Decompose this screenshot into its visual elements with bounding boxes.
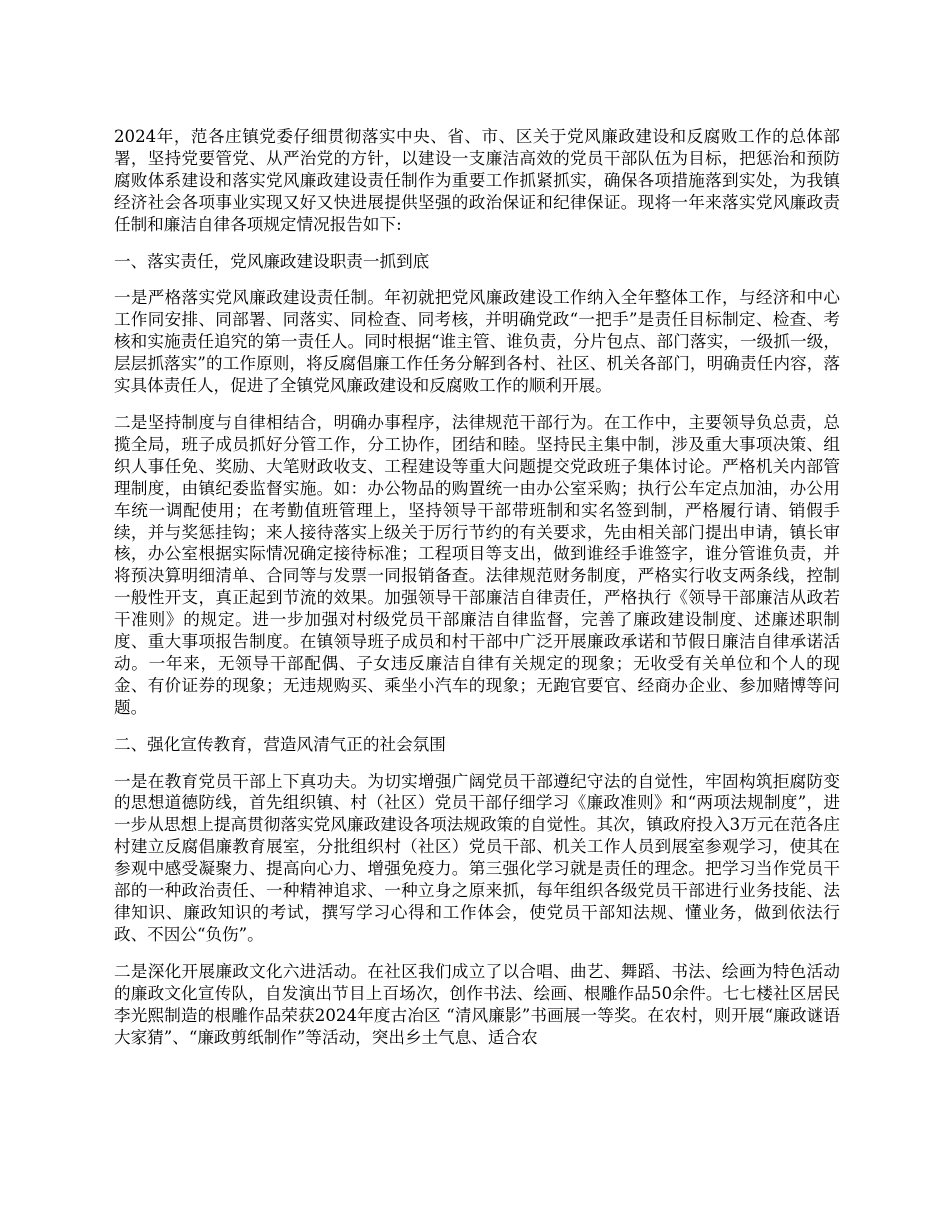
intro-paragraph: 2024年，范各庄镇党委仔细贯彻落实中央、省、市、区关于党风廉政建设和反腐败工作的总体部署，坚持党要管党、从严治党的方针，以建设一支廉洁高效的党员干部队伍为目标，把惩治和预防腐败体系建设和落实党风廉政建设责任制作为重要工作抓紧抓实，确保各项措施落到实处，为我镇经济社会各项事业实现又好又快进展提供坚强的政治保证和纪律保证。现将一年来落实党风廉政责任制和廉洁自律各项规定情况报告如下: bbox=[114, 127, 840, 234]
document-body bbox=[114, 126, 840, 1063]
body-paragraph: 二是深化开展廉政文化六进活动。在社区我们成立了以合唱、曲艺、舞蹈、书法、绘画为特色活动的廉政文化宣传队，自发演出节目上百场次，创作书法、绘画、根雕作品50余件。七七楼社区居民李光熙制造的根雕作品荣获2024年度古冶区 “清风廉影”书画展一等奖。在农村，则开展“廉政谜语大家猜”、“廉政剪纸制作”等活动，突出乡土气息、适合农 bbox=[114, 961, 840, 1047]
section-heading-1: 一、落实责任，党风廉政建设职责一抓到底 bbox=[114, 251, 430, 271]
body-paragraph: 一是严格落实党风廉政建设责任制。年初就把党风廉政建设工作纳入全年整体工作，与经济和中心工作同安排、同部署、同落实、同检查、同考核，并明确党政“一把手”是责任目标制定、检查、考核和实施责任追究的第一责任人。同时根据“谁主管、谁负责，分片包点、部门落实，一级抓一级，层层抓落实”的工作原则，将反腐倡廉工作任务分解到各村、社区、机关各部门，明确责任内容，落实具体责任人，促进了全镇党风廉政建设和反腐败工作的顺利开展。 bbox=[114, 288, 840, 396]
section-heading-2: 二、强化宣传教育，营造风清气正的社会氛围 bbox=[114, 734, 446, 754]
body-paragraph: 一是在教育党员干部上下真功夫。为切实增强广阔党员干部遵纪守法的自觉性，牢固构筑拒腐防变的思想道德防线，首先组织镇、村（社区）党员干部仔细学习《廉政准则》和“两项法规制度”，进一步从思想上提高贯彻落实党风廉政建设各项法规政策的自觉性。其次，镇政府投入3万元在范各庄村建立反腐倡廉教育展室，分批组织村（社区）党员干部、机关工作人员到展室参观学习，使其在参观中感受凝聚力、提高向心力、增强免疫力。第三强化学习就是责任的理念。把学习当作党员干部的一种政治责任、一种精神追求、一种立身之原来抓，每年组织各级党员干部进行业务技能、法律知识、廉政知识的考试，撰写学习心得和工作体会，使党员干部知法规、懂业务，做到依法行政、不因公“负伤”。 bbox=[114, 771, 840, 944]
body-paragraph: 二是坚持制度与自律相结合，明确办事程序，法律规范干部行为。在工作中，主要领导负总责，总揽全局，班子成员抓好分管工作，分工协作，团结和睦。坚持民主集中制，涉及重大事项决策、组织人事任免、奖励、大笔财政收支、工程建设等重大问题提交党政班子集体讨论。严格机关内部管理制度，由镇纪委监督实施。如：办公物品的购置统一由办公室采购；执行公车定点加油，办公用车统一调配使用；在考勤值班管理上，坚持领导干部带班制和实名签到制，严格履行请、销假手续，并与奖惩挂钩；来人接待落实上级关于厉行节约的有关要求，先由相关部门提出申请，镇长审核，办公室根据实际情况确定接待标准；工程项目等支出，做到谁经手谁签字，谁分管谁负责，并将预决算明细清单、合同等与发票一同报销备查。法律规范财务制度，严格实行收支两条线，控制一般性开支，真正起到节流的效果。加强领导干部廉洁自律责任，严格执行《领导干部廉洁从政若干准则》的规定。进一步加强对村级党员干部廉洁自律监督，完善了廉政建设制度、述廉述职制度、重大事项报告制度。在镇领导班子成员和村干部中广泛开展廉政承诺和节假日廉洁自律承诺活动。一年来，无领导干部配偶、子女违反廉洁自律有关规定的现象；无收受有关单位和个人的现金、有价证券的现象；无违规购买、乘坐小汽车的现象；无跑官要官、经商办企业、参加赌博等问题。 bbox=[114, 412, 840, 717]
